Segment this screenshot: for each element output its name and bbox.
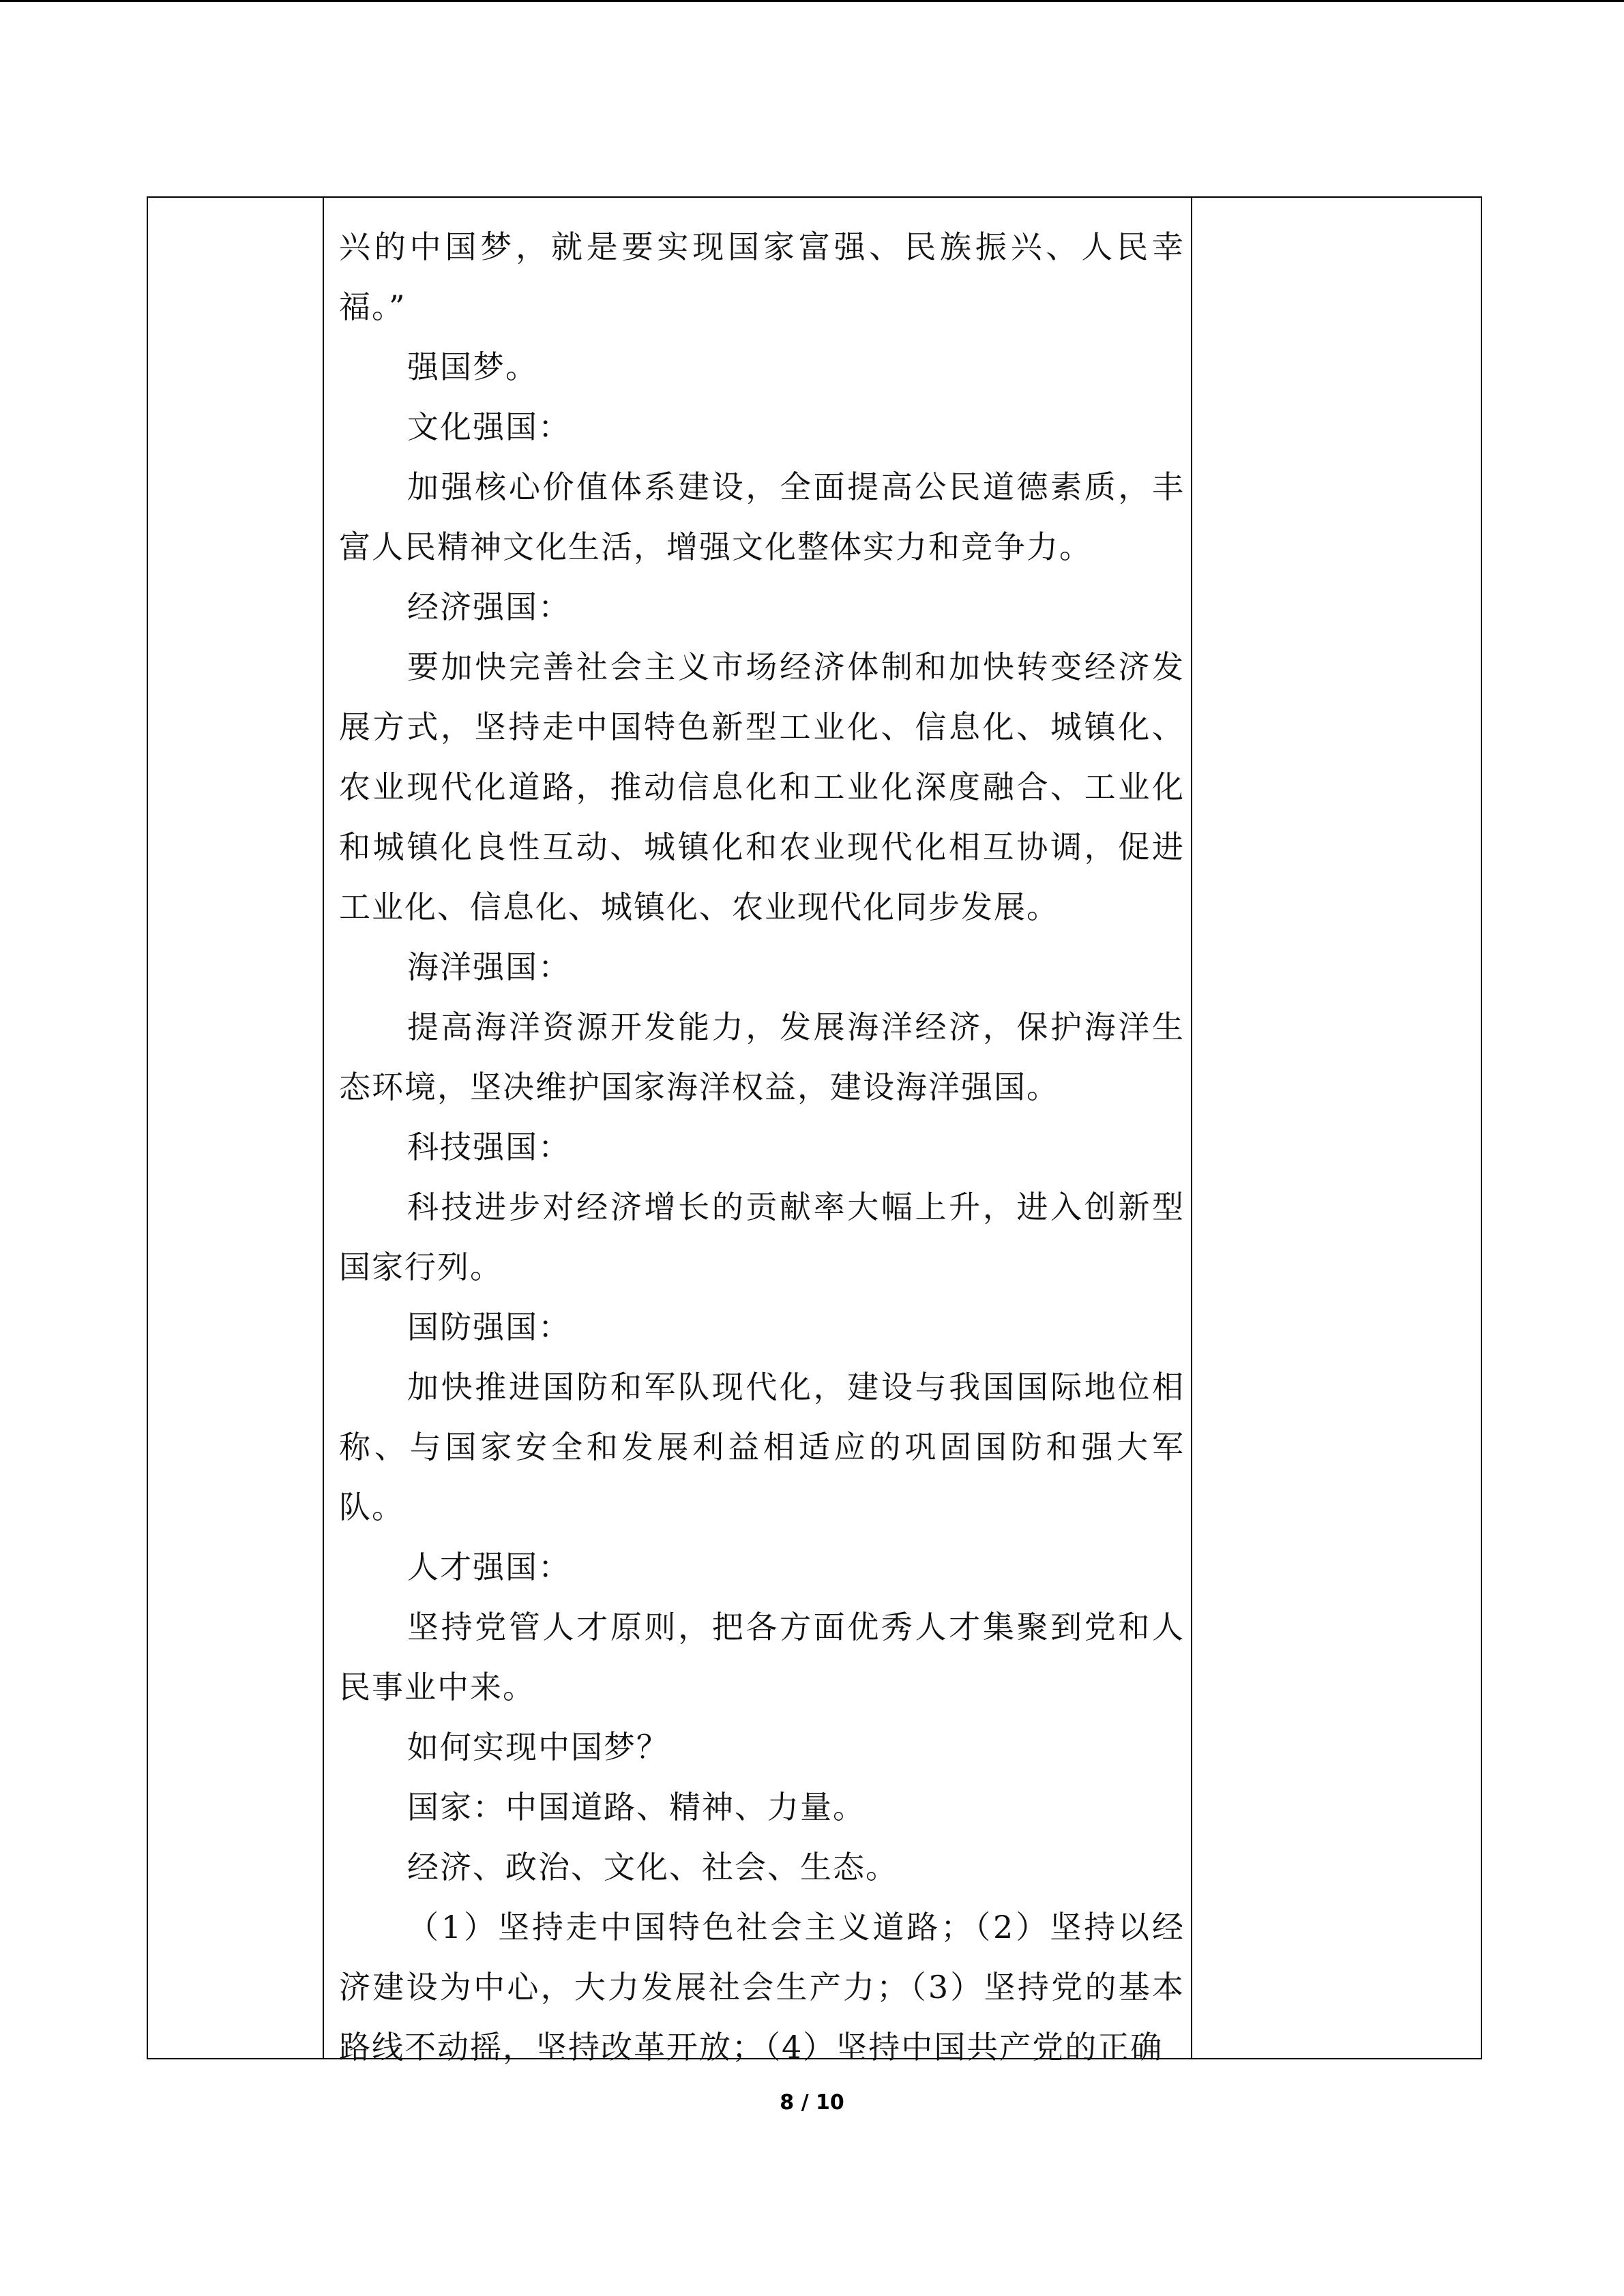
table-cell-left (148, 198, 323, 2058)
paragraph: 要加快完善社会主义市场经济体制和加快转变经济发展方式，坚持走中国特色新型工业化、信息化、城镇化、农业现代化道路，推动信息化和工业化深度融合、工业化和城镇化良性互动、城镇化和农业现代化相互协调，促进工业化、信息化、城镇化、农业现代化同步发展。 (339, 648, 1185, 925)
paragraph: 加快推进国防和军队现代化，建设与我国国际地位相称、与国家安全和发展利益相适应的巩固国防和强大军队。 (339, 1369, 1185, 1525)
paragraph: 加强核心价值体系建设，全面提高公民道德素质，丰富人民精神文化生活，增强文化整体实力和竞争力。 (339, 468, 1185, 565)
paragraph: 坚持党管人才原则，把各方面优秀人才集聚到党和人民事业中来。 (339, 1609, 1185, 1705)
page-number: 8 / 10 (780, 2091, 844, 2115)
table-cell-right (1192, 198, 1481, 2058)
section-heading: 海洋强国： (407, 949, 571, 985)
paragraph: 国家：中国道路、精神、力量。 (407, 1789, 866, 1825)
paragraph: （1）坚持走中国特色社会主义道路；（2）坚持以经济建设为中心，大力发展社会生产力；（3）坚持党的基本路线不动摇，坚持改革开放；（4）坚持中国共产党的正确 (339, 1909, 1185, 2066)
paragraph: 经济、政治、文化、社会、生态。 (407, 1849, 898, 1885)
paragraph: 科技进步对经济增长的贡献率大幅上升，进入创新型国家行列。 (339, 1189, 1185, 1285)
section-heading: 国防强国： (407, 1309, 571, 1345)
table-column-divider (323, 198, 324, 2058)
lesson-table (147, 196, 1482, 2066)
section-heading: 经济强国： (407, 588, 571, 625)
section-heading: 文化强国： (407, 408, 571, 445)
page-top-border (0, 0, 1624, 2)
table-cell-content (339, 217, 1185, 2077)
paragraph: 兴的中国梦，就是要实现国家富强、民族振兴、人民幸福。” (339, 228, 1185, 325)
section-heading: 科技强国： (407, 1129, 571, 1165)
paragraph: 提高海洋资源开发能力，发展海洋经济，保护海洋生态环境，坚决维护国家海洋权益，建设海洋强国。 (339, 1009, 1185, 1105)
paragraph: 如何实现中国梦？ (407, 1729, 669, 1765)
paragraph: 强国梦。 (407, 348, 538, 385)
section-heading: 人才强国： (407, 1549, 571, 1585)
